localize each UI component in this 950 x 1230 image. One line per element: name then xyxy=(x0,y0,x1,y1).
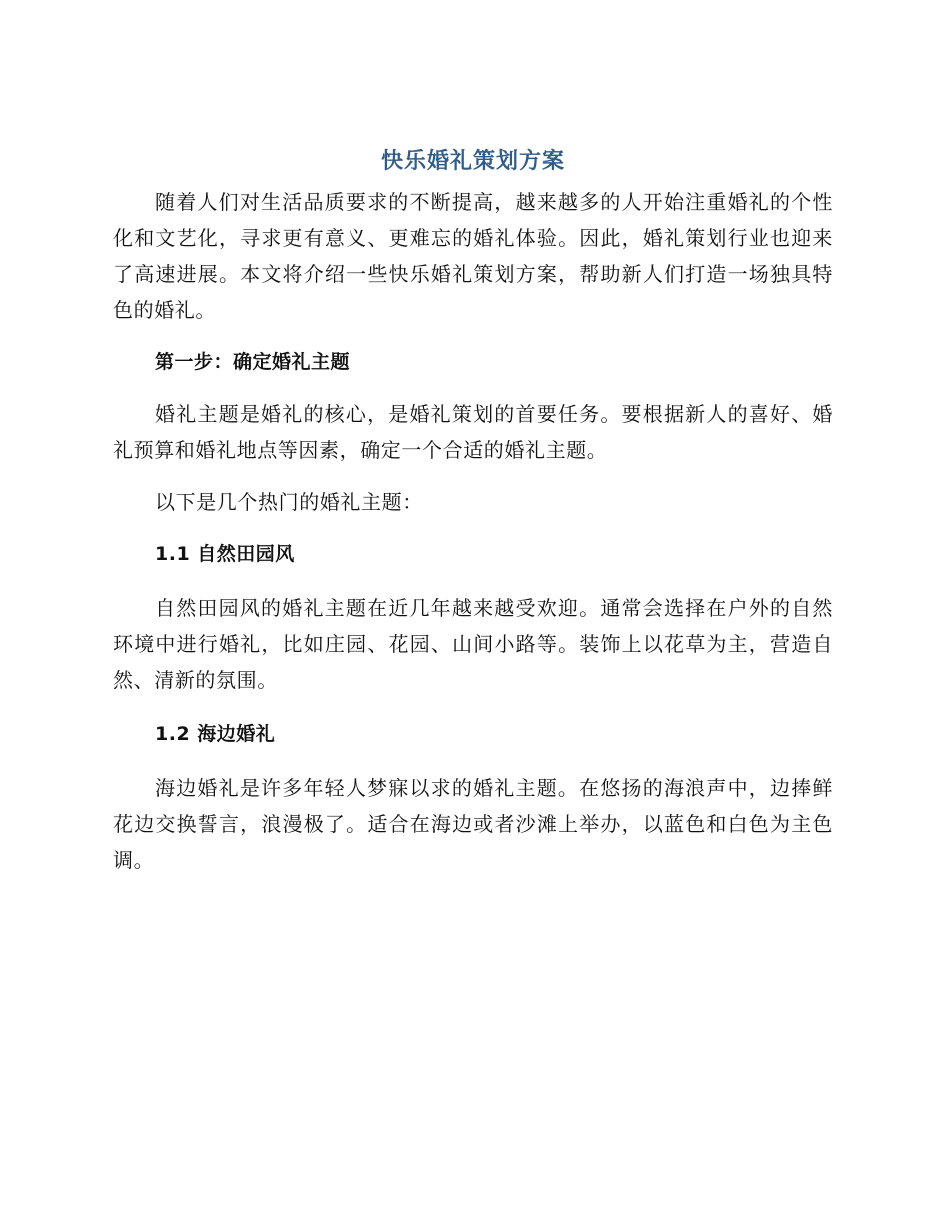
spacer xyxy=(113,572,833,590)
intro-paragraph: 随着人们对生活品质要求的不断提高，越来越多的人开始注重婚礼的个性化和文艺化，寻求更有意义、更难忘的婚礼体验。因此，婚礼策划行业也迎来了高速进展。本文将介绍一些快乐婚礼策划方案，帮助新人们打造一场独具特色的婚礼。 xyxy=(113,190,833,322)
spacer xyxy=(113,380,833,396)
section-1-1-paragraph: 自然田园风的婚礼主题在近几年越来越受欢迎。通常会选择在户外的自然环境中进行婚礼，比如庄园、花园、山间小路等。装饰上以花草为主，营造自然、清新的氛围。 xyxy=(113,596,833,692)
document-page xyxy=(113,146,833,878)
section-1-2-heading: 1.2 海边婚礼 xyxy=(155,723,276,745)
themes-intro-paragraph: 以下是几个热门的婚礼主题： xyxy=(155,490,423,514)
section-1-2-paragraph: 海边婚礼是许多年轻人梦寐以求的婚礼主题。在悠扬的海浪声中，边捧鲜花边交换誓言，浪漫极了。适合在海边或者沙滩上举办，以蓝色和白色为主色调。 xyxy=(113,776,833,872)
spacer xyxy=(113,752,833,770)
spacer xyxy=(113,698,833,716)
spacer xyxy=(113,468,833,484)
document-title: 快乐婚礼策划方案 xyxy=(380,149,565,174)
section-1-1-heading: 1.1 自然田园风 xyxy=(155,543,295,565)
spacer xyxy=(113,520,833,536)
step1-heading: 第一步：确定婚礼主题 xyxy=(155,351,351,373)
step1-paragraph: 婚礼主题是婚礼的核心，是婚礼策划的首要任务。要根据新人的喜好、婚礼预算和婚礼地点等因素，确定一个合适的婚礼主题。 xyxy=(113,402,833,462)
spacer xyxy=(113,328,833,344)
